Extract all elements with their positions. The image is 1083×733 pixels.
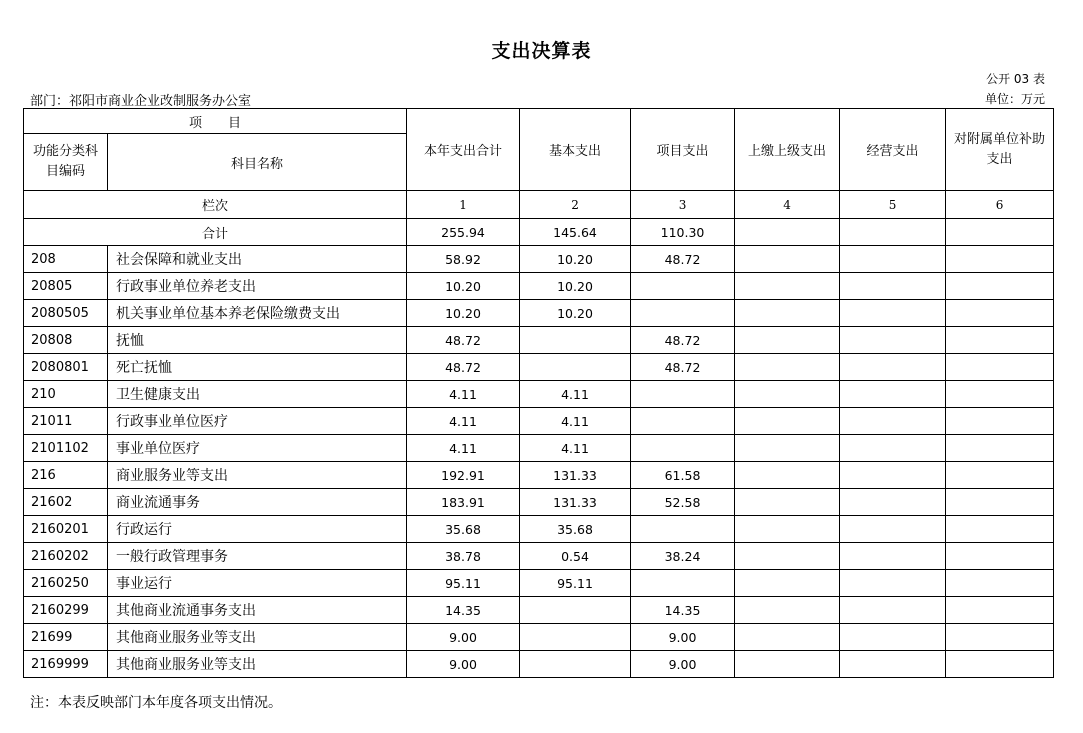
row-value-cell: [946, 354, 1054, 381]
row-value-cell: [946, 381, 1054, 408]
row-value-cell: [631, 381, 735, 408]
row-code: 210: [24, 381, 108, 408]
row-subject-name: 卫生健康支出: [108, 381, 407, 408]
row-code: 2160250: [24, 570, 108, 597]
header-basic: 基本支出: [520, 109, 631, 191]
row-value-cell: [840, 489, 946, 516]
row-value-cell: 95.11: [520, 570, 631, 597]
row-value-cell: [520, 624, 631, 651]
row-value-cell: [946, 435, 1054, 462]
header-total: 本年支出合计: [407, 109, 520, 191]
row-code: 2160299: [24, 597, 108, 624]
table-row: [24, 273, 1054, 300]
row-value-cell: [520, 597, 631, 624]
row-value-cell: [946, 543, 1054, 570]
table-row: [24, 543, 1054, 570]
row-value-cell: [946, 597, 1054, 624]
table-row: [24, 408, 1054, 435]
row-subject-name: 事业运行: [108, 570, 407, 597]
row-code: 2101102: [24, 435, 108, 462]
form-code: 公开 03 表: [986, 72, 1045, 86]
row-value-cell: [735, 354, 840, 381]
totals-cell: 110.30: [631, 219, 735, 246]
row-value-cell: 14.35: [407, 597, 520, 624]
totals-cell: 145.64: [520, 219, 631, 246]
column-index-cell: 1: [407, 191, 520, 219]
totals-cell: [735, 219, 840, 246]
row-value-cell: [631, 273, 735, 300]
row-value-cell: 61.58: [631, 462, 735, 489]
department-label: 部门：祁阳市商业企业改制服务办公室: [30, 94, 252, 109]
table-row: [24, 597, 1054, 624]
row-value-cell: 14.35: [631, 597, 735, 624]
row-value-cell: [840, 408, 946, 435]
column-index-cell: 5: [840, 191, 946, 219]
row-value-cell: [735, 651, 840, 678]
row-value-cell: [735, 246, 840, 273]
row-value-cell: [520, 354, 631, 381]
row-value-cell: [946, 462, 1054, 489]
column-index-cell: 4: [735, 191, 840, 219]
row-code: 2160201: [24, 516, 108, 543]
row-value-cell: [840, 462, 946, 489]
row-code: 2160202: [24, 543, 108, 570]
row-code: 2080801: [24, 354, 108, 381]
row-value-cell: [631, 300, 735, 327]
row-value-cell: [735, 273, 840, 300]
row-value-cell: [735, 516, 840, 543]
row-value-cell: 9.00: [631, 624, 735, 651]
row-value-cell: [840, 516, 946, 543]
table-row: [24, 462, 1054, 489]
row-value-cell: 4.11: [407, 381, 520, 408]
row-value-cell: [735, 381, 840, 408]
row-code: 208: [24, 246, 108, 273]
row-subject-name: 机关事业单位基本养老保险缴费支出: [108, 300, 407, 327]
row-value-cell: 10.20: [407, 273, 520, 300]
table-row: [24, 381, 1054, 408]
row-code: 2169999: [24, 651, 108, 678]
row-value-cell: 95.11: [407, 570, 520, 597]
row-value-cell: 4.11: [520, 435, 631, 462]
row-value-cell: [735, 543, 840, 570]
row-value-cell: 4.11: [520, 408, 631, 435]
row-value-cell: [840, 246, 946, 273]
header-func-code: 功能分类科目编码: [24, 134, 108, 191]
table-row: [24, 327, 1054, 354]
unit-label: 单位：万元: [984, 92, 1045, 106]
row-subject-name: 商业流通事务: [108, 489, 407, 516]
row-subject-name: 其他商业服务业等支出: [108, 651, 407, 678]
row-subject-name: 行政运行: [108, 516, 407, 543]
row-subject-name: 其他商业服务业等支出: [108, 624, 407, 651]
header-item: 项 目: [24, 109, 407, 134]
totals-cell: [946, 219, 1054, 246]
row-value-cell: 48.72: [631, 354, 735, 381]
row-subject-name: 其他商业流通事务支出: [108, 597, 407, 624]
header-subsidy: 对附属单位补助支出: [946, 109, 1054, 191]
row-value-cell: [840, 435, 946, 462]
row-value-cell: [840, 543, 946, 570]
row-value-cell: [840, 381, 946, 408]
header-upper: 上缴上级支出: [735, 109, 840, 191]
row-value-cell: 4.11: [520, 381, 631, 408]
row-value-cell: [946, 273, 1054, 300]
column-index-label: 栏次: [24, 191, 407, 219]
row-value-cell: 4.11: [407, 408, 520, 435]
row-code: 20808: [24, 327, 108, 354]
row-value-cell: [520, 651, 631, 678]
row-value-cell: [840, 570, 946, 597]
row-value-cell: 4.11: [407, 435, 520, 462]
row-value-cell: [735, 597, 840, 624]
table-row: [24, 300, 1054, 327]
header-project: 项目支出: [631, 109, 735, 191]
row-subject-name: 抚恤: [108, 327, 407, 354]
table-row: [24, 516, 1054, 543]
row-value-cell: 48.72: [407, 327, 520, 354]
table-row: [24, 624, 1054, 651]
row-value-cell: 10.20: [520, 300, 631, 327]
row-value-cell: [631, 516, 735, 543]
row-value-cell: 10.20: [520, 246, 631, 273]
row-value-cell: 9.00: [631, 651, 735, 678]
row-code: 21011: [24, 408, 108, 435]
row-value-cell: [840, 300, 946, 327]
row-value-cell: [946, 246, 1054, 273]
row-value-cell: [946, 624, 1054, 651]
row-value-cell: [735, 408, 840, 435]
page-title: 支出决算表: [491, 40, 592, 62]
row-subject-name: 商业服务业等支出: [108, 462, 407, 489]
row-value-cell: [946, 489, 1054, 516]
header-subject-name: 科目名称: [108, 134, 407, 191]
row-value-cell: 9.00: [407, 651, 520, 678]
row-value-cell: 48.72: [407, 354, 520, 381]
row-value-cell: 192.91: [407, 462, 520, 489]
row-code: 2080505: [24, 300, 108, 327]
row-subject-name: 行政事业单位医疗: [108, 408, 407, 435]
row-value-cell: 48.72: [631, 246, 735, 273]
row-value-cell: 9.00: [407, 624, 520, 651]
table-row: [24, 489, 1054, 516]
table-row: [24, 246, 1054, 273]
row-subject-name: 死亡抚恤: [108, 354, 407, 381]
row-value-cell: [946, 327, 1054, 354]
table-row: [24, 354, 1054, 381]
row-value-cell: 38.24: [631, 543, 735, 570]
row-value-cell: [735, 489, 840, 516]
row-value-cell: 52.58: [631, 489, 735, 516]
row-value-cell: 10.20: [520, 273, 631, 300]
table-row: [24, 570, 1054, 597]
column-index-cell: 2: [520, 191, 631, 219]
column-index-cell: 6: [946, 191, 1054, 219]
row-value-cell: 35.68: [407, 516, 520, 543]
row-code: 21699: [24, 624, 108, 651]
column-index-cell: 3: [631, 191, 735, 219]
row-value-cell: [735, 300, 840, 327]
header-business: 经营支出: [840, 109, 946, 191]
totals-row: [24, 219, 1054, 246]
totals-label: 合计: [24, 219, 407, 246]
row-value-cell: 35.68: [520, 516, 631, 543]
row-code: 21602: [24, 489, 108, 516]
row-value-cell: 38.78: [407, 543, 520, 570]
row-code: 216: [24, 462, 108, 489]
row-value-cell: 0.54: [520, 543, 631, 570]
row-value-cell: [631, 570, 735, 597]
row-value-cell: [946, 516, 1054, 543]
row-value-cell: [735, 624, 840, 651]
row-value-cell: [735, 570, 840, 597]
row-value-cell: [735, 462, 840, 489]
table-row: [24, 651, 1054, 678]
row-subject-name: 一般行政管理事务: [108, 543, 407, 570]
row-value-cell: [735, 435, 840, 462]
totals-cell: 255.94: [407, 219, 520, 246]
column-index-row: [24, 191, 1054, 219]
row-value-cell: [946, 570, 1054, 597]
row-value-cell: [840, 651, 946, 678]
row-subject-name: 行政事业单位养老支出: [108, 273, 407, 300]
expenditure-table: [23, 108, 1054, 678]
row-value-cell: 183.91: [407, 489, 520, 516]
row-value-cell: [840, 327, 946, 354]
row-value-cell: 131.33: [520, 462, 631, 489]
row-value-cell: 48.72: [631, 327, 735, 354]
row-value-cell: [946, 300, 1054, 327]
totals-cell: [840, 219, 946, 246]
row-value-cell: [520, 327, 631, 354]
row-value-cell: [735, 327, 840, 354]
row-value-cell: [946, 408, 1054, 435]
row-value-cell: [840, 597, 946, 624]
table-note: 注：本表反映部门本年度各项支出情况。: [30, 695, 282, 711]
row-value-cell: 131.33: [520, 489, 631, 516]
row-value-cell: [631, 408, 735, 435]
row-value-cell: [631, 435, 735, 462]
table-row: [24, 435, 1054, 462]
row-value-cell: 10.20: [407, 300, 520, 327]
row-value-cell: [840, 273, 946, 300]
row-value-cell: 58.92: [407, 246, 520, 273]
row-value-cell: [946, 651, 1054, 678]
row-subject-name: 社会保障和就业支出: [108, 246, 407, 273]
row-code: 20805: [24, 273, 108, 300]
row-value-cell: [840, 354, 946, 381]
row-value-cell: [840, 624, 946, 651]
row-subject-name: 事业单位医疗: [108, 435, 407, 462]
